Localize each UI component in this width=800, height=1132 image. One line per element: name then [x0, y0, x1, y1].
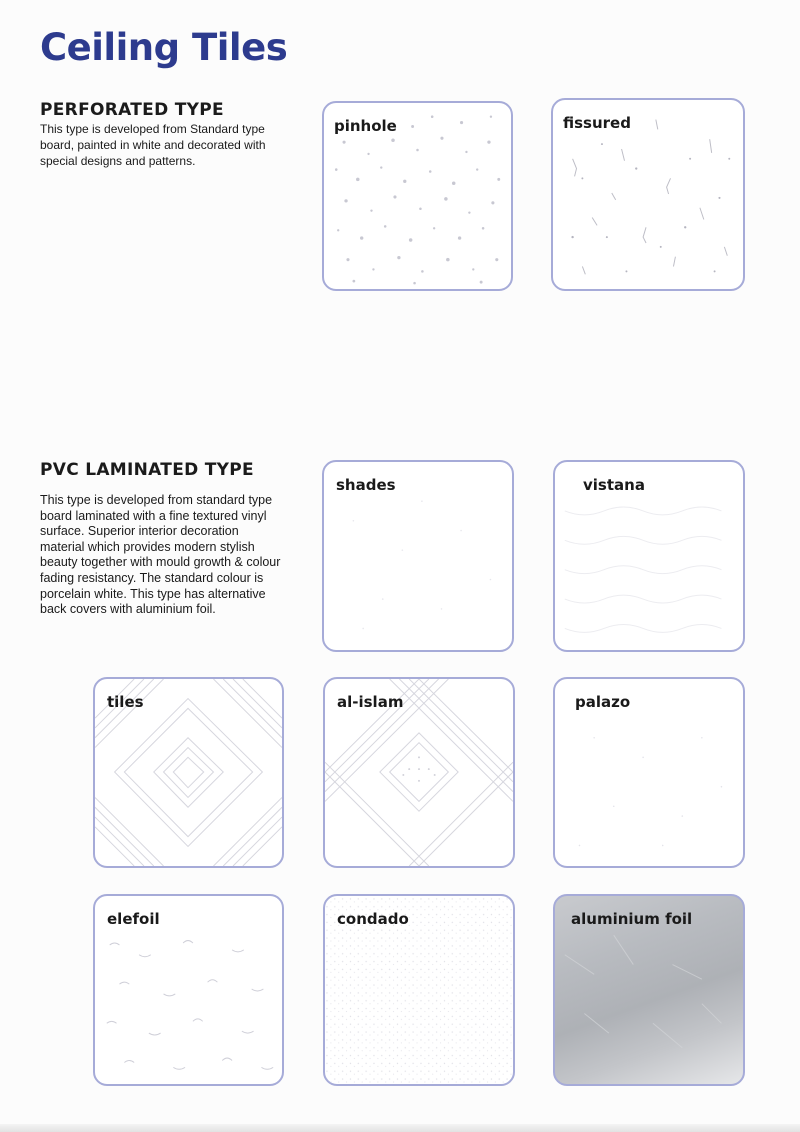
description-line: material which provides modern stylish: [40, 539, 255, 554]
tile-label: shades: [336, 476, 396, 494]
tile-label: al-islam: [337, 693, 404, 711]
description-line: special designs and patterns.: [40, 154, 196, 168]
description-line: fading resistancy. The standard colour is: [40, 570, 264, 585]
tile-al-islam: [323, 677, 515, 868]
tile-label: condado: [337, 910, 409, 928]
description-line: beauty together with mould growth & colour: [40, 555, 281, 570]
pvc-description: [40, 493, 280, 618]
tile-label: tiles: [107, 693, 144, 711]
page-bottom-edge: [0, 1124, 800, 1132]
description-line: This type is developed from standard type: [40, 493, 273, 507]
tile-palazo: [553, 677, 745, 868]
description-line: surface. Superior interior decoration: [40, 524, 239, 539]
description-line: back covers with aluminium foil.: [40, 602, 216, 617]
tile-fissured: [551, 98, 745, 291]
description-line: board laminated with a fine textured vinyl: [40, 508, 267, 523]
tile-label: fissured: [563, 114, 631, 132]
tile-label: elefoil: [107, 910, 160, 928]
perforated-description: [40, 121, 266, 169]
tile-shades: [322, 460, 514, 652]
tile-elefoil: [93, 894, 284, 1086]
tile-pinhole: [322, 101, 513, 291]
tile-tiles: [93, 677, 284, 868]
tile-condado: [323, 894, 515, 1086]
tile-label: palazo: [575, 693, 631, 711]
description-line: This type is developed from Standard type: [40, 122, 265, 136]
tile-label: aluminium foil: [571, 910, 693, 928]
page-title: Ceiling Tiles: [40, 26, 288, 69]
pvc-heading: PVC LAMINATED TYPE: [40, 460, 254, 480]
description-line: porcelain white. This type has alternative: [40, 586, 266, 601]
perforated-heading: PERFORATED TYPE: [40, 100, 224, 120]
description-line: board, painted in white and decorated with: [40, 138, 266, 152]
tile-label: vistana: [583, 476, 645, 494]
tile-vistana: [553, 460, 745, 652]
tile-label: pinhole: [334, 117, 397, 135]
tile-aluminium-foil: [553, 894, 745, 1086]
